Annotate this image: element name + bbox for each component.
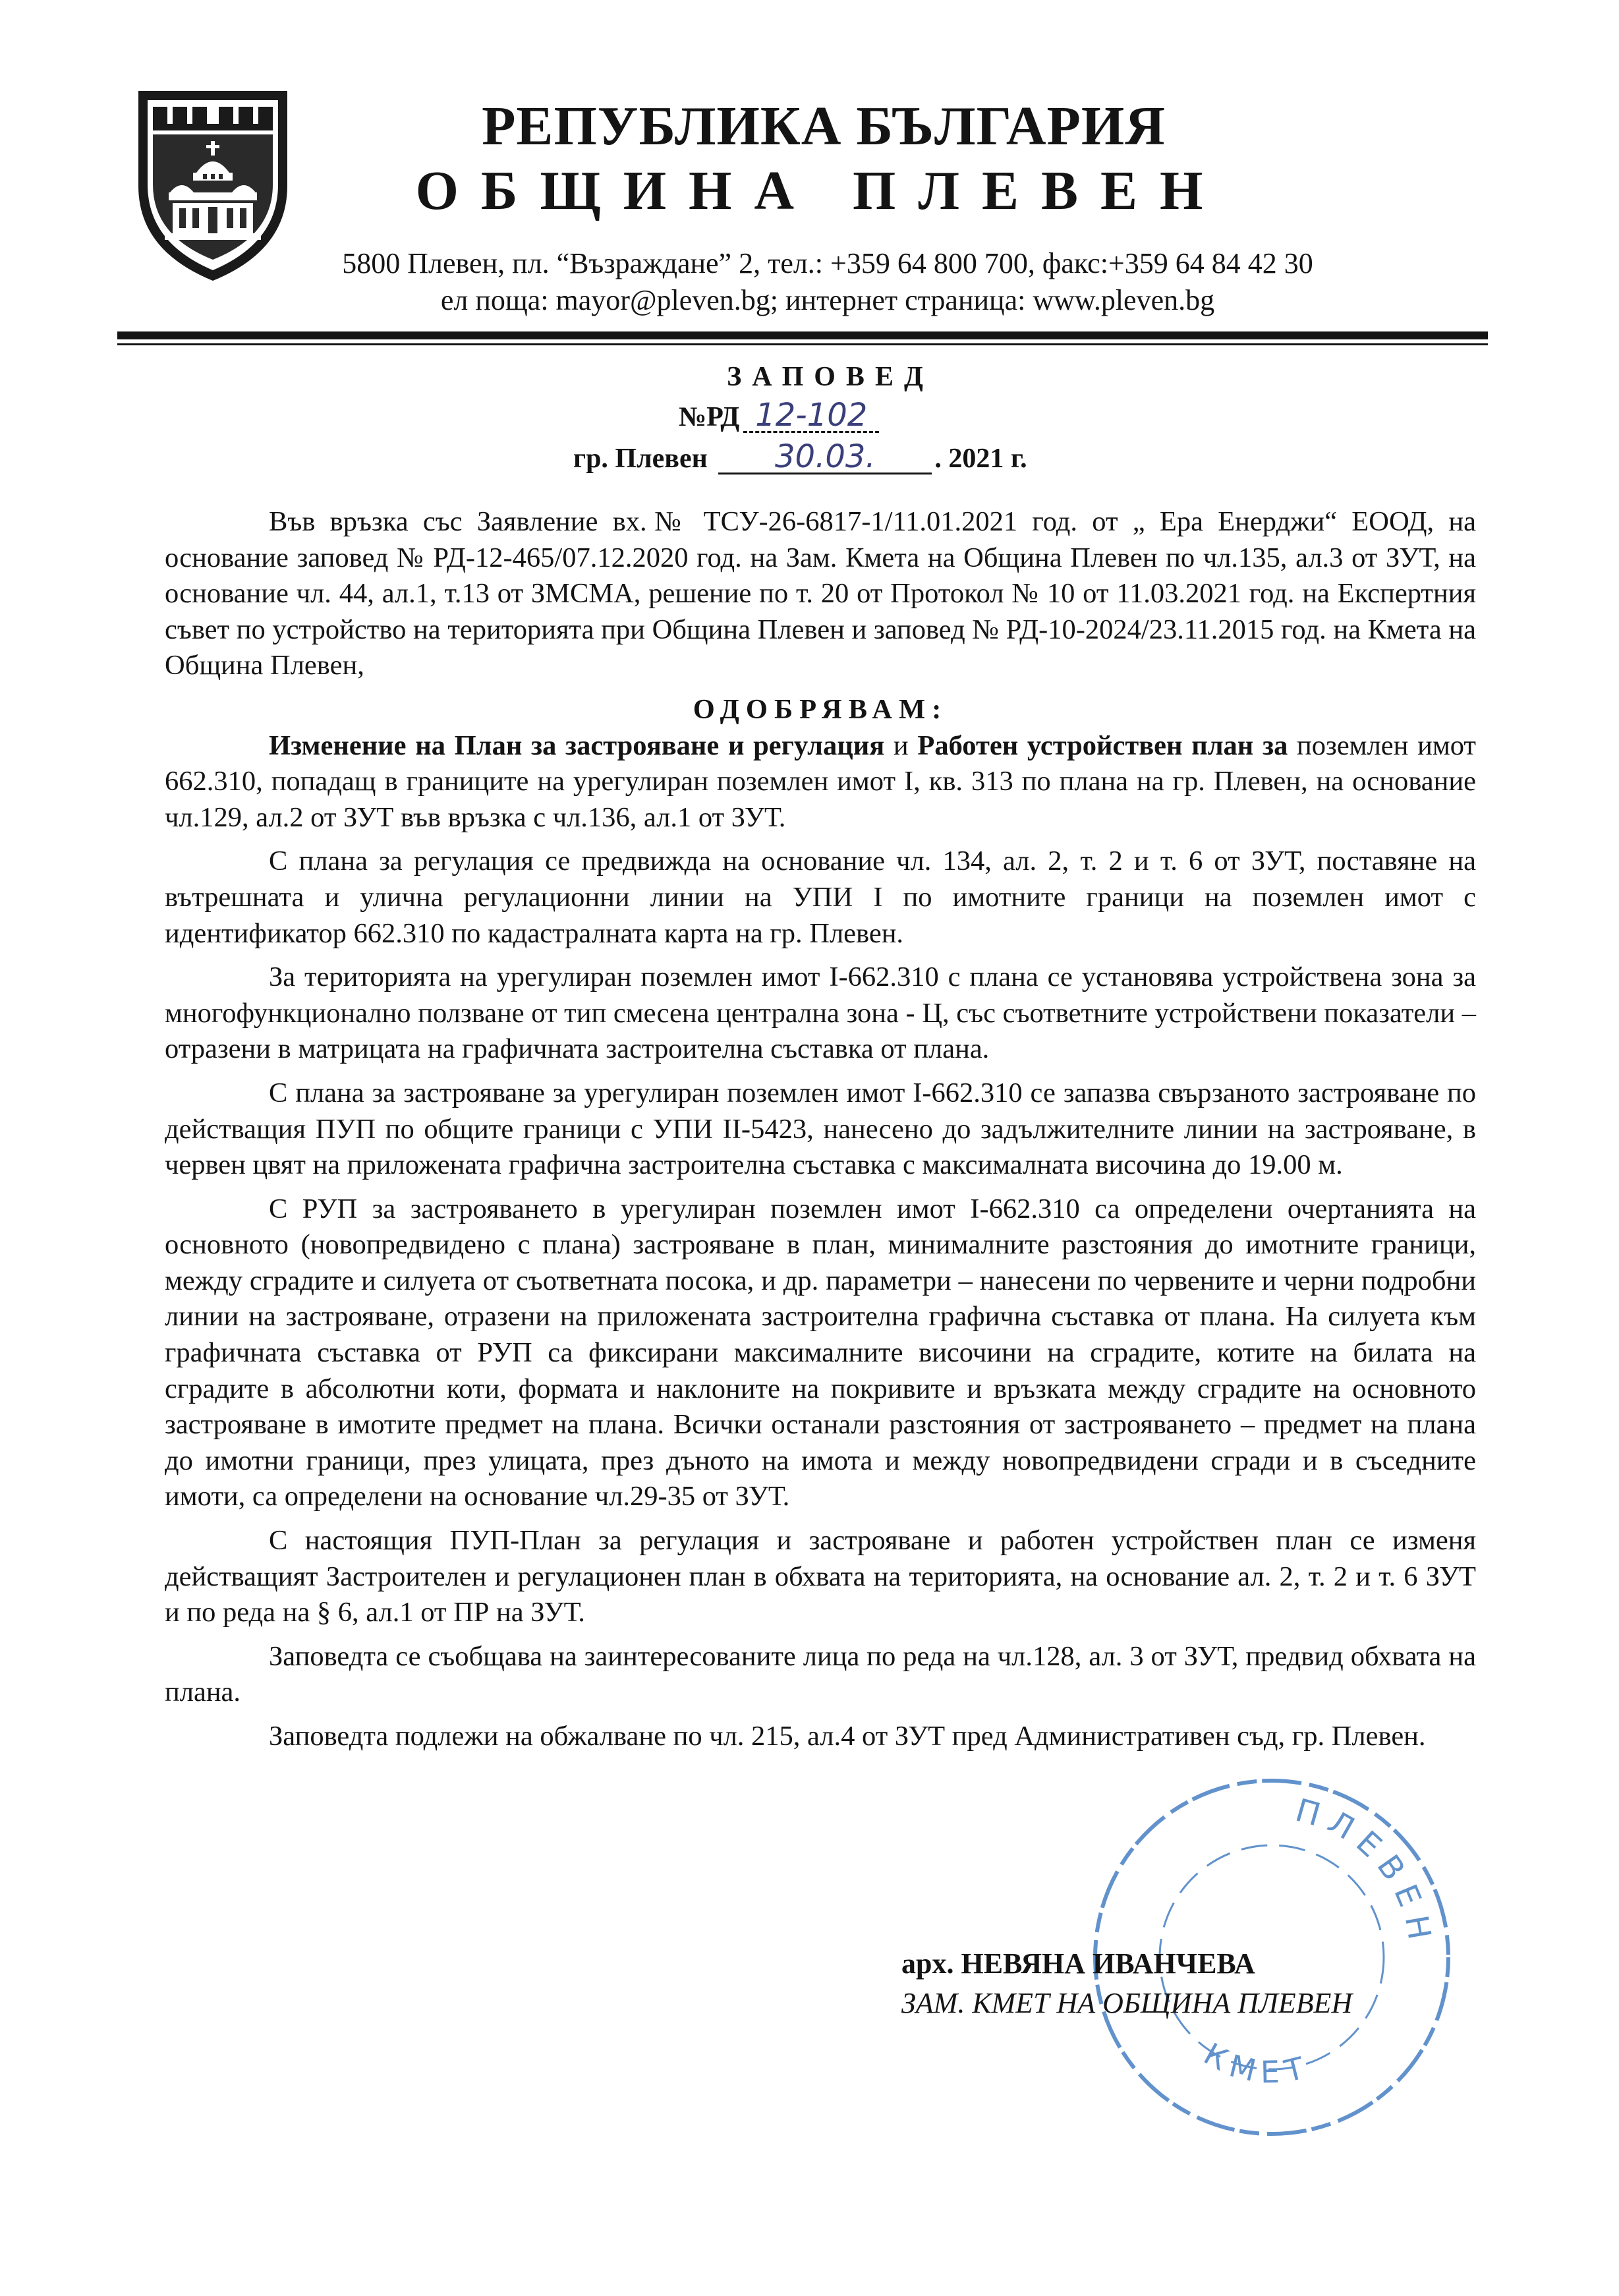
- paragraph-4: С плана за застрояване за урегулиран поземлен имот I-662.310 се запазва свързаното застрояване по действащия ПУП по общите граници с УПИ II-5423, нанесено до задължителните линии на застрояване, в червен цвят на приложената графична застроителна съставка с максималната височина до 19.00 м.: [165, 1077, 1476, 1181]
- order-year: . 2021 г.: [934, 444, 1027, 474]
- order-place-date: [573, 438, 1027, 475]
- paragraph-3: За територията на урегулиран поземлен имот I-662.310 с плана се установява устройствена зона за многофункционално ползване от тип смесена централна зона - Ц, със съответните устройствени показатели – отразени в матрицата на графичната застроителна съставка от плана.: [165, 961, 1476, 1065]
- paragraph-1: [165, 728, 1476, 836]
- paragraph-6: С настоящия ПУП-План за регулация и застрояване и работен устройствен план се изменя действащият Застроителен и регулационен план в обхвата на територията, на основание ал. 2, т. 2 и т. 6 ЗУТ и по реда на § 6, ал.1 от ПР на ЗУТ.: [165, 1525, 1476, 1628]
- paragraph-5: С РУП за застрояването в урегулиран поземлен имот I-662.310 са определени очертанията на основното (новопредвидено с плана) застрояване в план, минималните разстояния до имотните граници, между сградите и силуета от съответната посока, и др. параметри – нанесени по червените и черни подробни линии на застрояване, отразени на приложената застроителна графична съставка от плана. На силуета към графичната съставка от РУП са фиксирани максималните височини на сградите, котите на билата на сградите в абсолютни коти, формата и наклоните на покривите и връзката между сградите на основното застрояване в имотите предмет на плана. Всички останали разстояния от застрояването – предмет на плана до имотни граници, през улицата, през дъното на имота и между новопредвидени сгради и в съседните имоти, са определени на основание чл.29-35 от ЗУТ.: [165, 1193, 1476, 1512]
- stamp-text-bottom: КМЕТ: [1198, 2036, 1316, 2090]
- header-contacts: ел поща: mayor@pleven.bg; интернет страница: www.pleven.bg: [440, 284, 1215, 316]
- header-address: 5800 Плевен, пл. “Възраждане” 2, тел.: +359 64 800 700, факс:+359 64 84 42 30: [342, 247, 1313, 279]
- svg-text:КМЕТ: [1198, 2036, 1315, 2090]
- order-date-handwritten: 30.03.: [718, 441, 932, 474]
- paragraph-1-bold-2: Работен устройствен план за: [917, 730, 1288, 761]
- svg-text:ПЛЕВЕН: [1292, 1792, 1440, 1951]
- paragraph-2: С плана за регулация се предвижда на основание чл. 134, ал. 2, т. 2 и т. 6 от ЗУТ, поставяне на вътрешната и улична регулационни линии на УПИ I по имотните граници на поземлен имот с идентификатор 662.310 по кадастралната карта на гр. Плевен.: [165, 846, 1476, 949]
- paragraph-7: Заповедта се съобщава на заинтересованите лица по реда на чл.128, ал. 3 от ЗУТ, предвид обхвата на плана.: [165, 1640, 1476, 1708]
- header-municipality: ОБЩИНА ПЛЕВЕН: [415, 160, 1226, 221]
- signatory-name: арх. НЕВЯНА ИВАНЧЕВА: [901, 1947, 1255, 1980]
- paragraph-1-rest: поземлен имот 662.310, попадащ в границите на урегулиран поземлен имот I, кв. 313 по плана на гр. Плевен, на основание чл.129, ал.2 от ЗУТ във връзка с чл.136, ал.1 от ЗУТ.: [165, 730, 1476, 833]
- stamp-text-top: ПЛЕВЕН: [1291, 1791, 1440, 1951]
- intro-paragraph: Във връзка със Заявление вх.№ ТСУ-26-6817-1/11.01.2021 год. от „ Ера Енерджи“ ЕООД, на основание заповед № РД-12-465/07.12.2020 год. на Зам. Кмета на Община Плевен по чл.135, ал.3 от ЗУТ, на основание чл. 44, ал.1, т.13 от ЗМСМА, решение по т. 20 от Протокол № 10 от 11.03.2021 год. на Експертния съвет по устройство на територията при Община Плевен и заповед № РД-10-2024/23.11.2015 год. на Кмета на Община Плевен,: [165, 506, 1476, 681]
- signatory-position: ЗАМ. КМЕТ НА ОБЩИНА ПЛЕВЕН: [901, 1987, 1353, 2019]
- paragraph-1-and: и: [884, 730, 918, 761]
- header-divider-thick: [117, 331, 1488, 339]
- order-number-prefix: №РД: [679, 402, 740, 432]
- approve-heading: ОДОБРЯВАМ:: [693, 693, 948, 725]
- order-number: [679, 399, 879, 433]
- pleven-coat-of-arms-icon: [130, 87, 295, 285]
- header-country: РЕПУБЛИКА БЪЛГАРИЯ: [482, 96, 1166, 157]
- order-title: ЗАПОВЕД: [727, 362, 934, 392]
- header-divider-thin: [117, 343, 1488, 345]
- paragraph-8: Заповедта подлежи на обжалване по чл. 215, ал.4 от ЗУТ пред Административен съд, гр. Плевен.: [269, 1721, 1426, 1752]
- order-number-handwritten: 12-102: [743, 399, 879, 433]
- order-place: гр. Плевен: [573, 444, 708, 474]
- paragraph-1-bold-1: Изменение на План за застрояване и регулация: [269, 730, 885, 761]
- order-body: [165, 504, 1476, 1763]
